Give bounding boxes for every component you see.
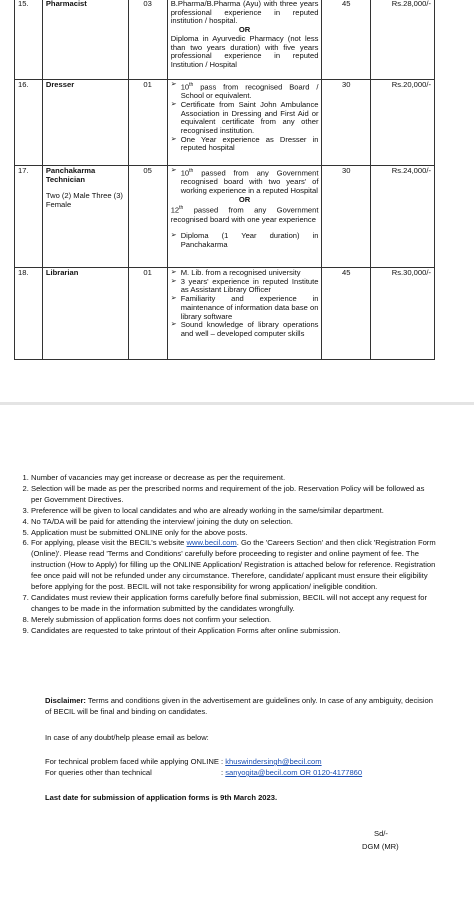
- disclaimer-label: Disclaimer:: [45, 696, 86, 705]
- other-phone: OR 0120-4177860: [297, 768, 363, 777]
- qualification-bullet: ➢ Certificate from Saint John Ambulance Association in Dressing and First Aid or equivalent certificate from any other recognised institution.: [171, 101, 319, 136]
- note-text-after-link: . Go the 'Careers Section' and then click 'Registration Form (Online)'. Please read 'Terms and Conditions' carefully before proceeding to register and online payment of fee. The instruction (How to Apply) for filling up the ONLINE Application/ Registration is attached below for reference. Registration fee once paid will not be refunded under any circumstance. Therefore, candidate/ applicant must ensure their eligibility before applying for the post. BECIL will not take responsibility for wrong application/ ineligible condition.: [31, 538, 436, 592]
- post-note: Two (2) Male Three (3) Female: [45, 191, 123, 210]
- or-separator: OR: [238, 194, 251, 204]
- post-name: Dresser: [45, 80, 75, 89]
- post-name-cell: [42, 80, 128, 166]
- qualification-list: [171, 167, 319, 196]
- serial-number-cell: 18.: [15, 268, 43, 360]
- salary-cell: Rs.24,000/-: [370, 166, 434, 268]
- disclaimer: [45, 696, 437, 717]
- or-separator: OR: [238, 25, 251, 35]
- qualification-cell: [167, 166, 322, 268]
- salary-cell: Rs.30,000/-: [370, 268, 434, 360]
- age-limit-cell: 45: [322, 268, 371, 360]
- contact-other: [45, 768, 437, 779]
- salary-cell: Rs.20,000/-: [370, 80, 434, 166]
- qualification-bullet: ➢ Sound knowledge of library operations and well – developed computer skills: [171, 321, 319, 338]
- post-name: Librarian: [45, 268, 79, 277]
- signature-designation: DGM (MR): [362, 842, 399, 851]
- note-item: 4. No TA/DA will be paid for attending the interview/ joining the duty on selection.: [31, 517, 436, 528]
- qualification-text: 12th passed from any Government recognised board with one year experience: [170, 205, 319, 224]
- technical-email-link[interactable]: khuswindersingh@becil.com: [225, 757, 322, 766]
- note-item: 1. Number of vacancies may get increase or decrease as per the requirement.: [31, 473, 436, 484]
- qualification-bullet: ➢ Diploma (1 Year duration) in Panchakarma: [171, 232, 319, 249]
- serial-number-cell: 15.: [15, 0, 43, 80]
- vacancy-count-cell: 01: [128, 80, 167, 166]
- notes-page: [0, 405, 474, 922]
- post-name: Panchakarma Technician: [45, 166, 96, 184]
- notes-section: [16, 473, 436, 637]
- qualification-bullet: ➢ 10th passed from any Government recognised board with two years' of working experience in a reputed Hospital: [171, 167, 319, 196]
- post-name-cell: [42, 268, 128, 360]
- becil-website-link[interactable]: www.becil.com: [186, 538, 237, 548]
- note-item: [31, 538, 436, 593]
- vacancy-row: [15, 166, 435, 268]
- qualification-text: B.Pharma/B.Pharma (Ayu) with three years professional experience in reputed institution / hospital.: [170, 0, 319, 26]
- qualification-bullet: ➢ 3 years' experience in reputed Institute as Assistant Library Officer: [171, 278, 319, 295]
- qualification-bullet: ➢ M. Lib. from a recognised university: [171, 269, 319, 278]
- post-name: Pharmacist: [45, 0, 87, 8]
- age-limit-cell: 30: [322, 166, 371, 268]
- qualification-cell: [167, 0, 322, 80]
- last-date: Last date for submission of application forms is 9th March 2023.: [45, 793, 278, 802]
- age-limit-cell: 30: [322, 80, 371, 166]
- post-name-cell: [42, 166, 128, 268]
- disclaimer-text: Terms and conditions given in the advertisement are guidelines only. In case of any ambiguity, decision of BECIL will be final and binding on candidates.: [45, 696, 433, 716]
- note-item: 3. Preference will be given to local candidates and who are already working in the same/similar department.: [31, 506, 436, 517]
- serial-number-cell: 16.: [15, 80, 43, 166]
- vacancy-row: [15, 0, 435, 80]
- note-item: 7. Candidates must review their application forms carefully before final submission, BECIL will not accept any request for changes to be made in the information submitted by the candidates wrongfully.: [31, 593, 436, 615]
- technical-label: For technical problem faced while applying ONLINE: [45, 757, 219, 766]
- note-item: 8. Merely submission of application forms does not confirm your selection.: [31, 615, 436, 626]
- serial-number-cell: 17.: [15, 166, 43, 268]
- other-email-link[interactable]: sanyogita@becil.com: [225, 768, 298, 777]
- vacancy-row: [15, 80, 435, 166]
- qualification-text: Diploma in Ayurvedic Pharmacy (not less than two years duration) with five years professional experience in reputed Institution / Hospital: [170, 33, 319, 69]
- signature-sd: Sd/-: [374, 829, 388, 838]
- other-separator: :: [221, 768, 226, 777]
- other-contact: [221, 768, 362, 779]
- notes-list: [16, 473, 436, 637]
- vacancy-count-cell: 05: [128, 166, 167, 268]
- qualification-bullet: ➢ 10th pass from recognised Board / School or equivalent.: [171, 81, 319, 101]
- contact-intro: In case of any doubt/help please email as below:: [45, 733, 209, 742]
- note-item: 2. Selection will be made as per the prescribed norms and requirement of the job. Reservation Policy will be followed as per Government Directives.: [31, 484, 436, 506]
- note-item: 5. Application must be submitted ONLINE only for the above posts.: [31, 528, 436, 539]
- other-label: For queries other than technical: [45, 768, 152, 777]
- qualification-cell: [167, 268, 322, 360]
- vacancy-table: [14, 0, 435, 360]
- salary-cell: Rs.28,000/-: [370, 0, 434, 80]
- post-name-cell: [42, 0, 128, 80]
- vacancy-count-cell: 03: [128, 0, 167, 80]
- age-limit-cell: 45: [322, 0, 371, 80]
- qualification-list: [171, 232, 319, 249]
- technical-separator: :: [218, 757, 226, 766]
- vacancy-table-page: [0, 0, 474, 402]
- vacancy-row: [15, 268, 435, 360]
- contact-technical: [45, 757, 437, 768]
- vacancy-count-cell: 01: [128, 268, 167, 360]
- qualification-list: [171, 269, 319, 339]
- note-text-before-link: For applying, please visit the BECIL's website: [31, 538, 187, 548]
- qualification-bullet: ➢ Familiarity and experience in maintenance of information data base on library software: [171, 295, 319, 321]
- note-item: 9. Candidates are requested to take printout of their Application Forms after online submission.: [31, 626, 436, 637]
- qualification-cell: [167, 80, 322, 166]
- qualification-bullet: ➢ One Year experience as Dresser in reputed hospital: [171, 136, 319, 153]
- qualification-list: [171, 81, 319, 153]
